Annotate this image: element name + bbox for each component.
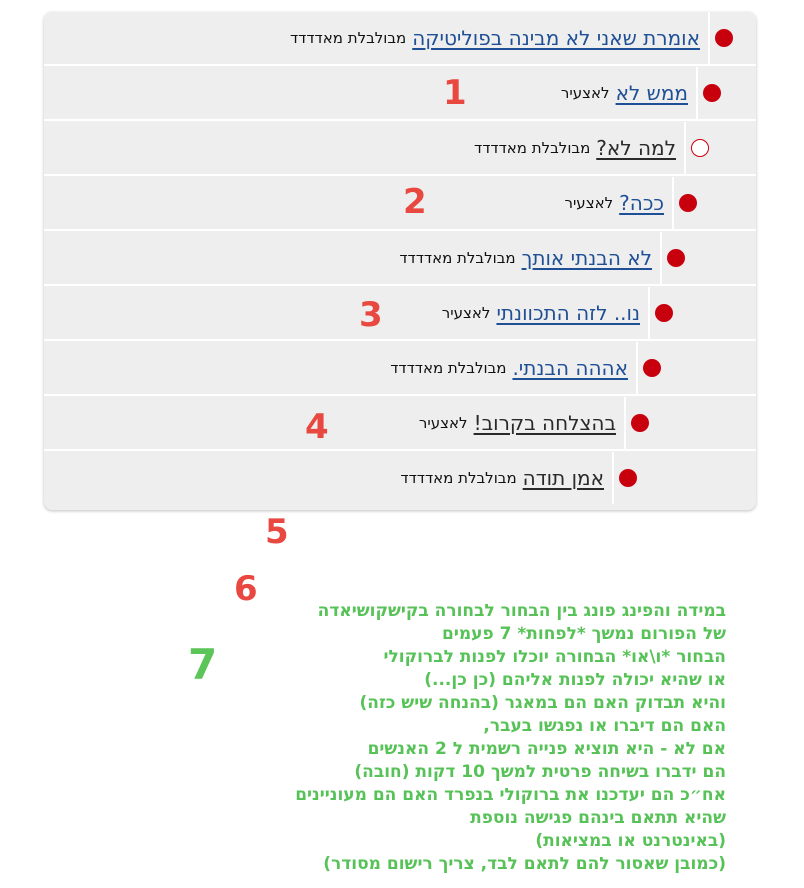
rules-note [200, 600, 726, 876]
post-title-link[interactable]: למה לא? [596, 136, 676, 160]
post-author: מבולבלת מאדדדד [474, 139, 591, 157]
post-author: מבולבלת מאדדדד [400, 469, 517, 487]
thread-row-content [564, 177, 664, 229]
thread-row [44, 67, 756, 121]
annotation-number-7: 7 [188, 640, 218, 689]
post-bullet-icon [631, 414, 649, 432]
thread-row [44, 397, 756, 451]
rules-note-line: אח״כ הם יעדכנו את ברוקולי בנפרד האם הם מעוניינים [295, 785, 726, 805]
annotation-number-6: 6 [234, 569, 258, 609]
thread-row-content [442, 287, 640, 339]
thread-row-content [561, 67, 688, 119]
indent-divider [696, 67, 698, 119]
indent-divider [624, 397, 626, 449]
thread-row [44, 122, 756, 176]
annotation-number-1: 1 [443, 73, 467, 113]
indent-divider [648, 287, 650, 339]
post-bullet-icon [643, 359, 661, 377]
rules-note-line: (כמובן שאסור להם לתאם לבד, צריך רישום מסודר) [323, 854, 726, 874]
post-bullet-hollow-icon [691, 139, 709, 157]
indent-divider [684, 122, 686, 174]
thread-row-content [390, 342, 628, 394]
indent-divider [660, 232, 662, 284]
rules-note-line: האם הם דיברו או נפגשו בעבר, [483, 716, 726, 736]
post-title-link[interactable]: אומרת שאני לא מבינה בפוליטיקה [412, 26, 700, 50]
post-author: לאצעיר [560, 84, 610, 102]
thread-row [44, 452, 756, 504]
thread-row [44, 232, 756, 286]
annotation-number-5: 5 [265, 512, 289, 552]
thread-row [44, 287, 756, 341]
thread-tree-panel [44, 12, 756, 510]
rules-note-line: הבחור *ו\או* הבחורה יוכלו לפנות לברוקולי [383, 647, 726, 667]
rules-note-line: או שהיא יכולה לפנות אליהם (כן כן...) [424, 670, 726, 690]
post-author: מבולבלת מאדדדד [399, 249, 516, 267]
thread-row [44, 12, 756, 66]
indent-divider [612, 452, 614, 504]
rules-note-line: (באינטרנט או במציאות) [535, 831, 726, 851]
indent-divider [708, 12, 710, 64]
indent-divider [672, 177, 674, 229]
rules-note-line: במידה והפינג פונג בין הבחור לבחורה בקישקושיאדה [317, 601, 726, 621]
post-bullet-icon [619, 469, 637, 487]
post-title-link[interactable]: ככה? [619, 191, 664, 215]
rules-note-line: והיא תבדוק האם הם במאגר (בהנחה שיש כזה) [359, 693, 726, 713]
post-title-link[interactable]: נו.. לזה התכוונתי [496, 301, 640, 325]
post-title-link[interactable]: אמן תודה [522, 466, 604, 490]
thread-row [44, 177, 756, 231]
post-bullet-icon [715, 29, 733, 47]
post-author: לאצעיר [564, 194, 614, 212]
thread-row-content [399, 232, 652, 284]
post-bullet-icon [703, 84, 721, 102]
rules-note-line: אם לא - היא תוציא פנייה רשמית ל 2 האנשים [367, 739, 726, 759]
post-bullet-icon [655, 304, 673, 322]
thread-row [44, 342, 756, 396]
post-title-link[interactable]: ממש לא [615, 81, 688, 105]
post-author: מבולבלת מאדדדד [289, 29, 407, 47]
post-title-link[interactable]: בהצלחה בקרוב! [473, 411, 616, 435]
post-bullet-icon [667, 249, 685, 267]
post-author: לאצעיר [418, 414, 468, 432]
indent-divider [636, 342, 638, 394]
post-title-link[interactable]: לא הבנתי אותך [521, 246, 652, 270]
thread-row-content [474, 122, 676, 174]
post-title-link[interactable]: אההה הבנתי. [512, 356, 628, 380]
post-author: מבולבלת מאדדדד [390, 359, 507, 377]
rules-note-line: של הפורום נמשך *לפחות* 7 פעמים [442, 624, 726, 644]
rules-note-line: הם ידברו בשיחה פרטית למשך 10 דקות (חובה) [354, 762, 726, 782]
annotation-number-3: 3 [359, 295, 383, 335]
annotation-number-2: 2 [403, 182, 427, 222]
post-bullet-icon [679, 194, 697, 212]
post-author: לאצעיר [441, 304, 491, 322]
thread-row-content [400, 452, 604, 504]
thread-row-content [290, 12, 700, 64]
rules-note-line: שהיא תתאם בינהם פגישה נוספת [470, 808, 726, 828]
thread-row-content [419, 397, 616, 449]
annotation-number-4: 4 [305, 407, 329, 447]
